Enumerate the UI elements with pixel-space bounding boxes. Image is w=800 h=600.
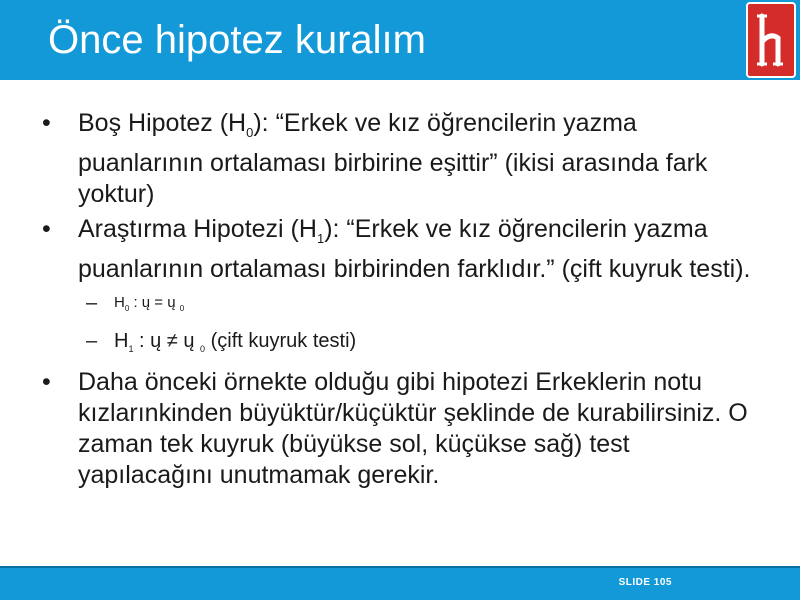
sub-bullet-h0	[36, 289, 766, 323]
subscript: 1	[128, 344, 134, 354]
bullet-dot: •	[42, 215, 51, 243]
university-logo	[746, 2, 796, 78]
formula-text: : ų = ų	[129, 294, 180, 311]
formula-rest: (çift kuyruk testi)	[205, 330, 357, 352]
sub-bullet-h1	[36, 327, 766, 363]
subscript: 1	[316, 231, 325, 246]
footer-bar	[0, 566, 800, 600]
bullet-text: ): “Erkek ve kız öğrencilerin yazma puanlarının ortalaması birbirinden farklıdır.” (çift kuyruk testi).	[78, 215, 751, 283]
slide-title: Önce hipotez kuralım	[48, 18, 426, 62]
subscript: 0	[246, 125, 254, 140]
dash-marker: –	[86, 292, 98, 314]
header-bar	[0, 0, 800, 80]
subscript: 0	[200, 344, 206, 354]
bullet-text: Araştırma Hipotezi (H	[78, 215, 317, 243]
bullet-text: Daha önceki örnekte olduğu gibi hipotezi Erkeklerin notu kızlarınkinden büyüktür/küçüktür şeklinde de kurabilirsiniz. O zaman tek kuyruk (büyükse sol, küçükse sağ) test yapılacağını unutmamak gerekir.	[78, 368, 748, 489]
bullet-text: ): “Erkek ve kız öğrencilerin yazma puanlarının ortalaması birbirine eşittir” (ikisi arasında fark yoktur)	[78, 109, 708, 208]
bullet-one-tailed-note	[36, 367, 766, 491]
slide-content	[36, 108, 766, 495]
bullet-research-hypothesis	[36, 214, 766, 285]
bullet-dot: •	[42, 109, 51, 137]
subscript: 0	[124, 304, 130, 313]
bullet-text: Boş Hipotez (H	[78, 109, 247, 137]
slide-number: SLIDE 105	[618, 577, 672, 588]
dash-marker: –	[86, 330, 98, 352]
formula-h: H	[114, 294, 125, 311]
subscript: 0	[179, 304, 185, 313]
formula-h: H	[114, 330, 129, 352]
formula-text: : ų ≠ ų	[133, 330, 201, 352]
bullet-dot: •	[42, 368, 51, 396]
footer-divider	[0, 566, 800, 568]
bullet-null-hypothesis	[36, 108, 766, 210]
